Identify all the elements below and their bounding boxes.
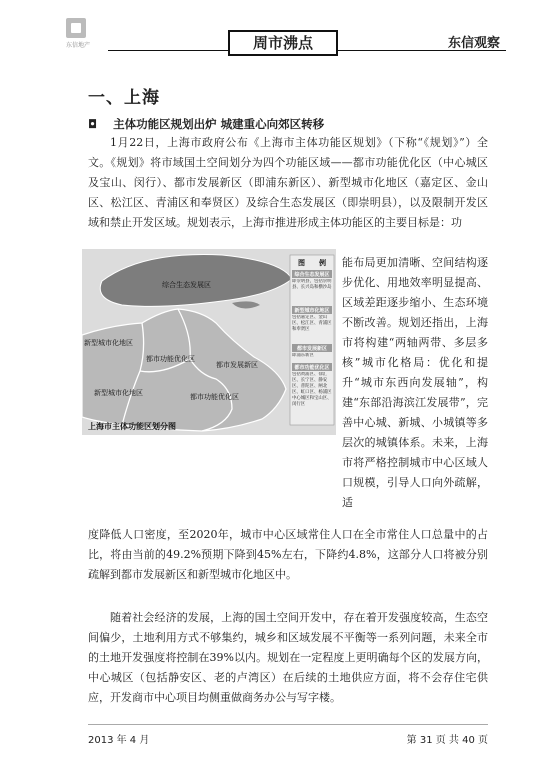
function-zone-map: [82, 249, 336, 435]
company-logo: [50, 18, 106, 52]
footer-rule: [88, 724, 488, 725]
bullet-icon: ◘: [88, 117, 98, 131]
paragraph-intro: 1月22日，上海市政府公布《上海市主体功能区规划》（下称“《规划》”）全文。《规划》将市域国土空间划分为四个功能区域——都市功能优化区（中心城区及宝山、闵行）、都市发展新区（即浦东新区）、新型城市化地区（嘉定区、金山区、松江区、青浦区和奉贤区）及综合生态发展区（即崇明县），以及限制开发区域和禁止开发区域。规划表示，上海市推进形成主体功能区的主要目标是：功: [88, 136, 488, 229]
footer-page-number: 第 31 页 共 40 页: [406, 735, 488, 746]
map-label-optimize-2: 都市功能优化区: [190, 393, 239, 401]
map-label-new-urban-2: 新型城市化地区: [94, 389, 143, 397]
legend-desc-optimize: 包括黄浦区、徐汇区、长宁区、静安区、普陀区、闸北区、虹口区、杨浦区中心城区和宝山区、闵行区: [292, 372, 332, 407]
page-header: [0, 0, 550, 60]
header-section-tag: 东信观察: [447, 36, 500, 51]
map-label-eco: 综合生态发展区: [162, 281, 211, 289]
paragraph-wrap: 能布局更加清晰、空间结构逐步优化、用地效率明显提高、区域差距逐步缩小、生态环境不断改善。规划还指出，上海市将构建“两轴两带、多层多核”城市化格局：优化和提升“城市东西向发展轴”，构建“东部沿海滨江发展带”，完善中心城、新城、小城镇等多层次的城镇体系。未来，上海市将严格控制城市中心区域人口规模，引导人口向外疏解，适: [342, 256, 488, 509]
footer-date: 2013 年 4 月: [88, 735, 150, 746]
subsection-heading: [88, 116, 324, 132]
map-caption: 上海市主体功能区划分图: [88, 422, 176, 431]
header-column-title: 周市沸点: [228, 30, 338, 56]
map-label-development: 都市发展新区: [216, 361, 258, 369]
section-title: 一、上海: [88, 88, 160, 108]
map-label-optimize-1: 都市功能优化区: [146, 355, 195, 363]
legend-desc-development: 即浦东新区: [292, 353, 314, 358]
legend-desc-eco: 即崇明县，包括崇明县、长兴岛和横沙岛: [292, 279, 332, 290]
map-label-new-urban-1: 新型城市化地区: [84, 339, 133, 347]
subsection-title: 主体功能区规划出炉 城建重心向郊区转移: [113, 117, 325, 131]
paragraph-continued: 度降低人口密度，至2020年，城市中心区域常住人口在全市常住人口总量中的占比，将由当前的49.2%预期下降到45%左右，下降约4.8%，这部分人口将被分别疏解到都市发展新区和新型城市化地区中。: [88, 528, 488, 581]
logo-icon: [66, 18, 86, 38]
legend-heading-eco: 综合生态发展区: [294, 272, 330, 278]
legend-heading-development: 都市发展新区: [296, 346, 328, 352]
logo-text: 东信地产: [65, 42, 90, 49]
paragraph-development: 随着社会经济的发展，上海的国土空间开发中，存在着开发强度较高，生态空间偏少，土地利用方式不够集约，城乡和区域发展不平衡等一系列问题，未来全市的土地开发强度将控制在39%以内。规划在一定程度上更明确每个区的发展方向，中心城区（包括静安区、老的卢湾区）在后续的土地供应方面，将不会存住宅供应，开发商市中心项目均侧重做商务办公与写字楼。: [88, 611, 488, 704]
legend-heading-optimize: 都市功能优化区: [294, 365, 330, 371]
legend-desc-new-urban: 包括嘉定区、金山区、松江区、青浦区和奉贤区: [292, 315, 332, 332]
legend-heading-new-urban: 新型城市化地区: [294, 308, 330, 314]
legend-title: 图 例: [298, 259, 326, 267]
